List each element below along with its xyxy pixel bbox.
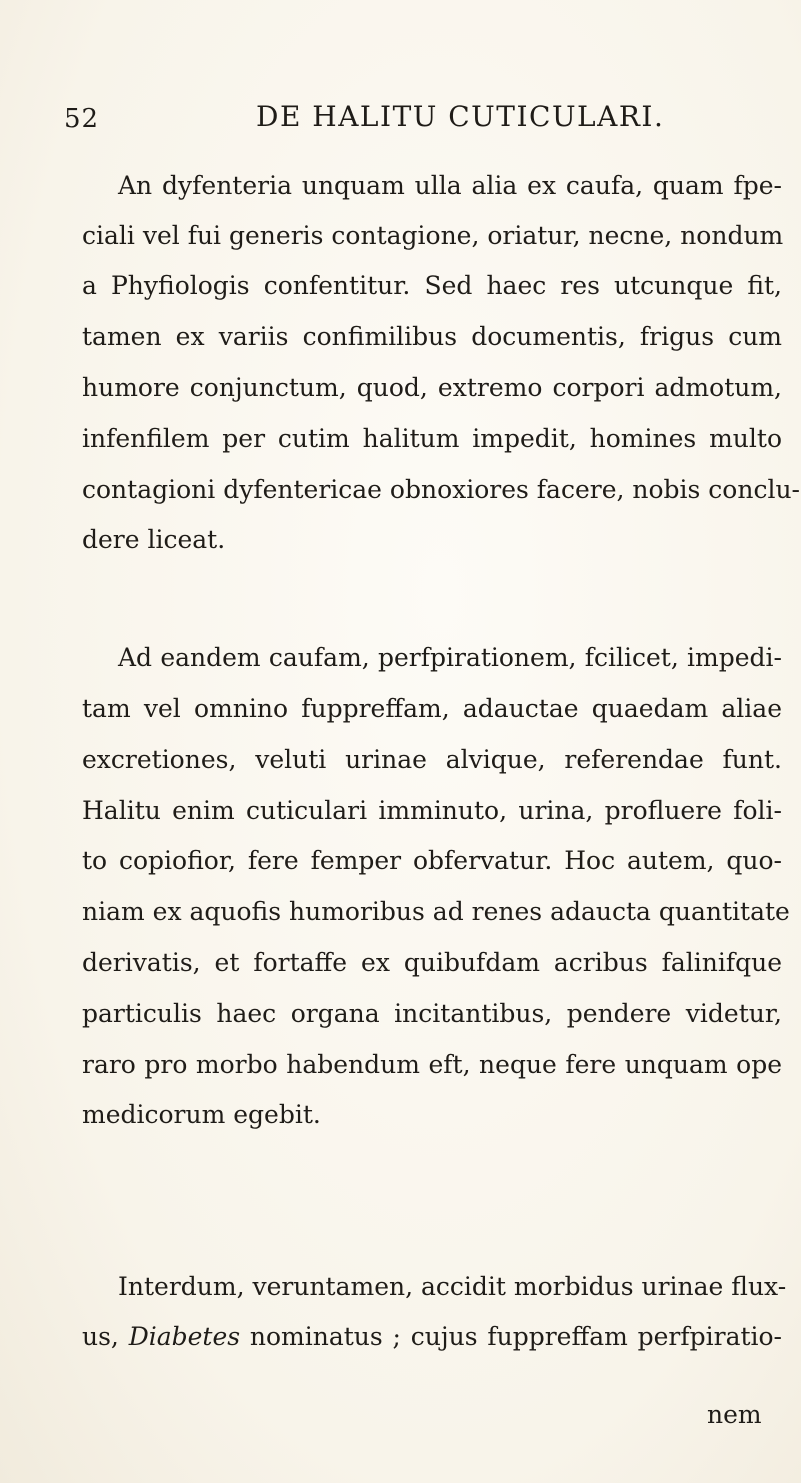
text-line: Halitu enim cuticulari imminuto, urina, profluere foli- [82,796,782,825]
text-line: derivatis, et fortaffe ex quibufdam acribus falinifque [82,948,782,977]
text-line: dere liceat. [82,525,226,554]
text-line: a Phyfiologis confentitur. Sed haec res utcunque fit, [82,271,782,300]
page-number: 52 [64,104,100,134]
text-line: Ad eandem caufam, perfpirationem, fcilicet, impedi- [118,643,782,672]
text-line: tam vel omnino fuppreffam, adauctae quaedam aliae [82,694,782,723]
text-line: niam ex aquofis humoribus ad renes adaucta quantitate [82,897,790,926]
text-line: medicorum egebit. [82,1100,321,1129]
text-line: excretiones, veluti urinae alvique, referendae funt. [82,745,782,774]
text-line: infenfilem per cutim halitum impedit, homines multo [82,424,782,453]
text-line: to copiofior, fere femper obfervatur. Hoc autem, quo- [82,846,782,875]
text-line: tamen ex variis confimilibus documentis, frigus cum [82,322,782,351]
text-line: contagioni dyfentericae obnoxiores facere, nobis conclu- [82,475,801,504]
text-line: raro pro morbo habendum eft, neque fere unquam ope [82,1050,782,1079]
text-line: An dyfenteria unquam ulla alia ex caufa, quam fpe- [118,171,782,200]
italic-term: Diabetes [128,1322,241,1351]
text-line: ciali vel fui generis contagione, oriatur, necne, nondum [82,221,784,250]
text-line-with-italic: us, Diabetes nominatus ; cujus fuppreffam perfpiratio- [82,1322,783,1351]
catchword: nem [707,1400,762,1429]
text-line: particulis haec organa incitantibus, pendere videtur, [82,999,782,1028]
text-line: Interdum, veruntamen, accidit morbidus urinae flux- [118,1272,787,1301]
text-line: humore conjunctum, quod, extremo corpori admotum, [82,373,782,402]
running-head: DE HALITU CUTICULARI. [256,100,665,133]
